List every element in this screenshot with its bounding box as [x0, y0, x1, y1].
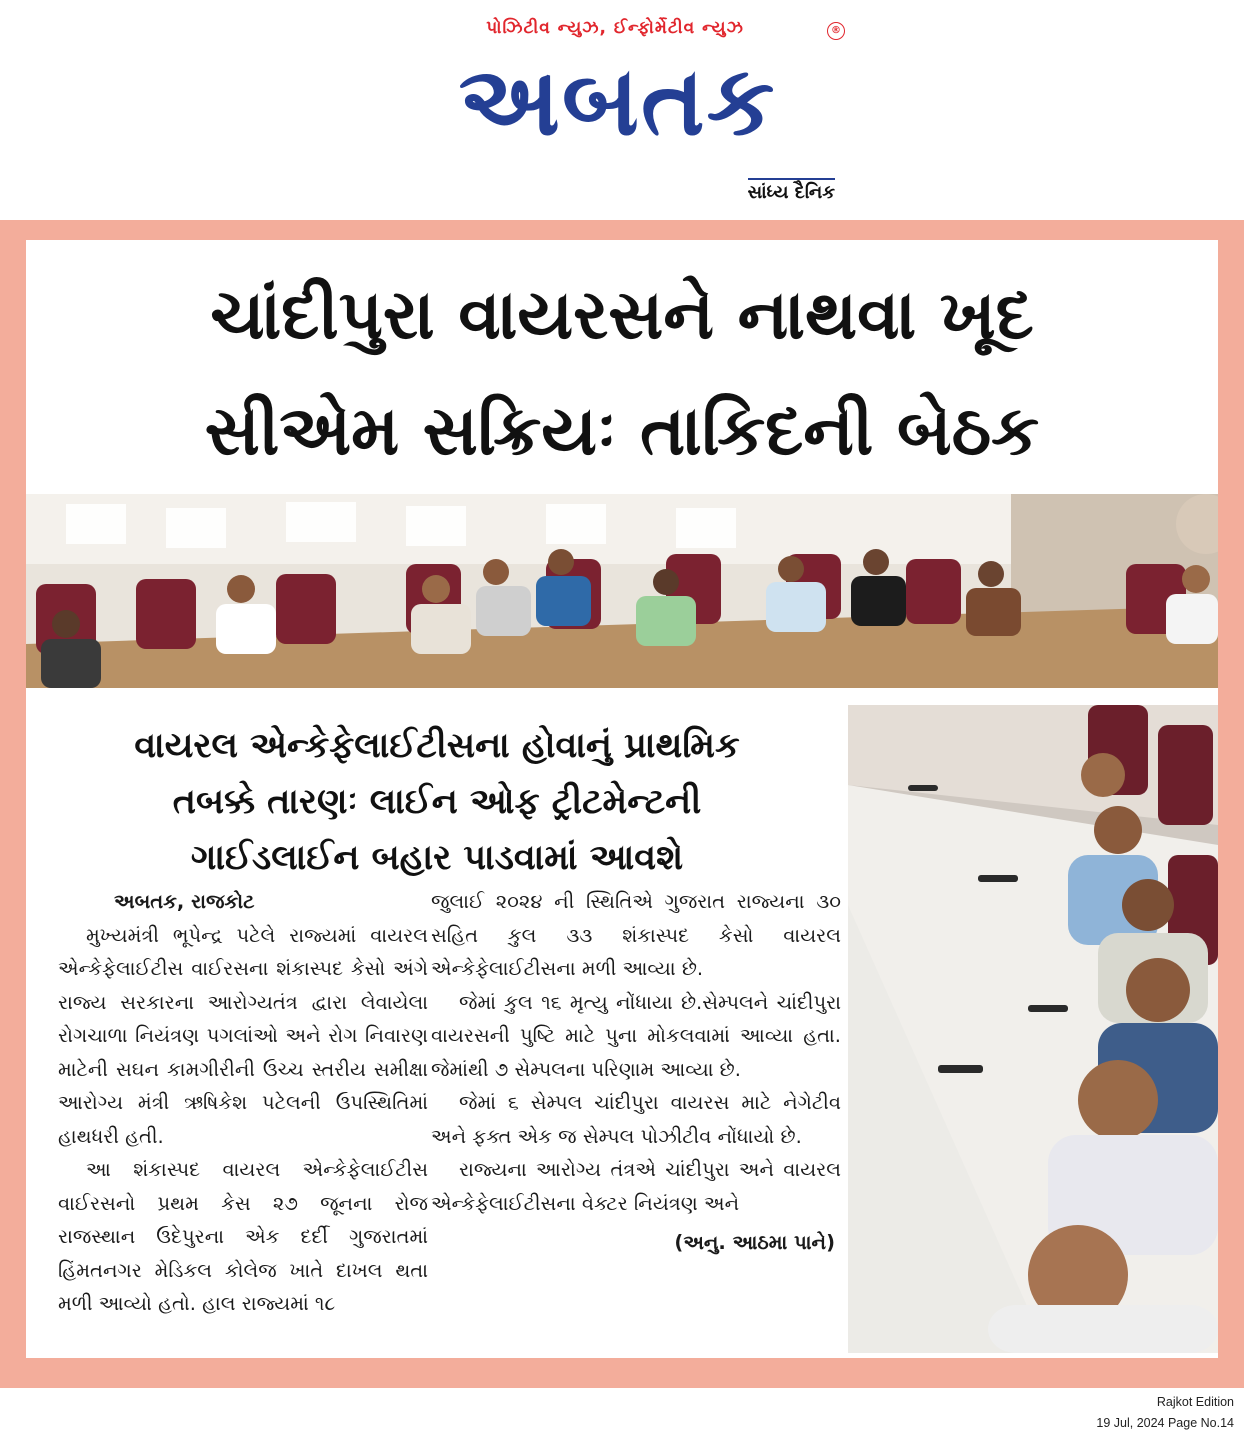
article-column-1 [58, 885, 428, 1321]
newspaper-logo: અબતક [458, 45, 777, 157]
article-paragraph: જેમાં કુલ ૧૬ મૃત્યુ નોંધાયા છે.સેમ્પલને ચાંદીપુરા વાયરસની પુષ્ટિ માટે પુના મોકલવામાં આવ્યા હતા. જેમાંથી ૭ સેમ્પલના પરિણામ આવ્યા છે. [431, 990, 841, 1081]
article-paragraph: જેમાં ૬ સેમ્પલ ચાંદીપુરા વાયરસ માટે નેગેટીવ અને ફક્ત એક જ સેમ્પલ પોઝીટીવ નોંધાયો છે. [431, 1091, 841, 1148]
continued-note: (અનુ. આઠમા પાને) [674, 1231, 835, 1254]
meeting-photo-image [26, 494, 1218, 688]
article-paragraph: જુલાઈ ૨૦૨૪ ની સ્થિતિએ ગુજરાત રાજ્યના ૩૦ સહિત કુલ ૩૩ શંકાસ્પદ કેસો વાયરલ એન્કેફેલાઈટીસના મળી આવ્યા છે. [431, 890, 841, 980]
masthead [395, 18, 855, 208]
article-body [26, 240, 1218, 1358]
headline-line: ચાંદીપુરા વાયરસને નાથવા ખૂદ [210, 276, 1034, 355]
article-paragraph: રાજ્યના આરોગ્ય તંત્રએ ચાંદીપુરા અને વાયરલ એન્કેફેલાઈટીસના વેક્ટર નિયંત્રણ અને [431, 1158, 841, 1215]
subhead-line: ગાઈડલાઈન બહાર પાડવામાં આવશે [190, 838, 684, 878]
meeting-photo [26, 494, 1218, 688]
masthead-subtitle: સાંધ્ય દૈનિક [748, 178, 835, 203]
article-frame [0, 220, 1244, 1388]
article-column-2 [431, 885, 841, 1260]
article-headline [26, 258, 1218, 490]
edition-info [1096, 1392, 1234, 1434]
headline-line: સીએમ સક્રિયઃ તાકિદની બેઠક [204, 392, 1040, 471]
edition-date-page: 19 Jul, 2024 Page No.14 [1096, 1416, 1234, 1430]
masthead-tagline: પોઝિટીવ ન્યુઝ, ઈન્ફોર્મેટીવ ન્યુઝ [486, 18, 744, 38]
article-paragraph: મુખ્યમંત્રી ભૂપેન્દ્ર પટેલે રાજ્યમાં વાયરલ એન્કેફેલાઈટીસ વાઈરસના શંકાસ્પદ કેસો અંગે રાજ્ય સરકારના આરોગ્યતંત્ર દ્વારા લેવાયેલા રોગચાળા નિયંત્રણ પગલાંઓ અને રોગ નિવારણ માટેની સઘન કામગીરીની ઉચ્ચ સ્તરીય સમીક્ષા આરોગ્ય મંત્રી ઋષિકેશ પટેલની ઉપસ્થિતિમાં હાથધરી હતી. [58, 923, 428, 1148]
registered-mark: ® [827, 22, 845, 40]
officials-photo [848, 705, 1218, 1353]
article-subhead [26, 718, 848, 886]
subhead-line: વાયરલ એન્કેફેલાઈટીસના હોવાનું પ્રાથમિક [134, 726, 740, 766]
edition-name: Rajkot Edition [1156, 1395, 1234, 1409]
subhead-line: તબક્કે તારણઃ લાઈન ઓફ ટ્રીટમેન્ટની [172, 782, 702, 822]
officials-photo-image [848, 705, 1218, 1353]
article-dateline: અબતક, રાજકોટ [114, 890, 255, 913]
article-paragraph: આ શંકાસ્પદ વાયરલ એન્કેફેલાઈટીસ વાઈરસનો પ્રથમ કેસ ૨૭ જૂનના રોજ રાજસ્થાન ઉદેપુરના એક દર્દી ગુજરાતમાં હિંમતનગર મેડિકલ કોલેજ ખાતે દાખલ થતા મળી આવ્યો હતો. હાલ રાજ્યમાં ૧૮ [58, 1158, 428, 1315]
